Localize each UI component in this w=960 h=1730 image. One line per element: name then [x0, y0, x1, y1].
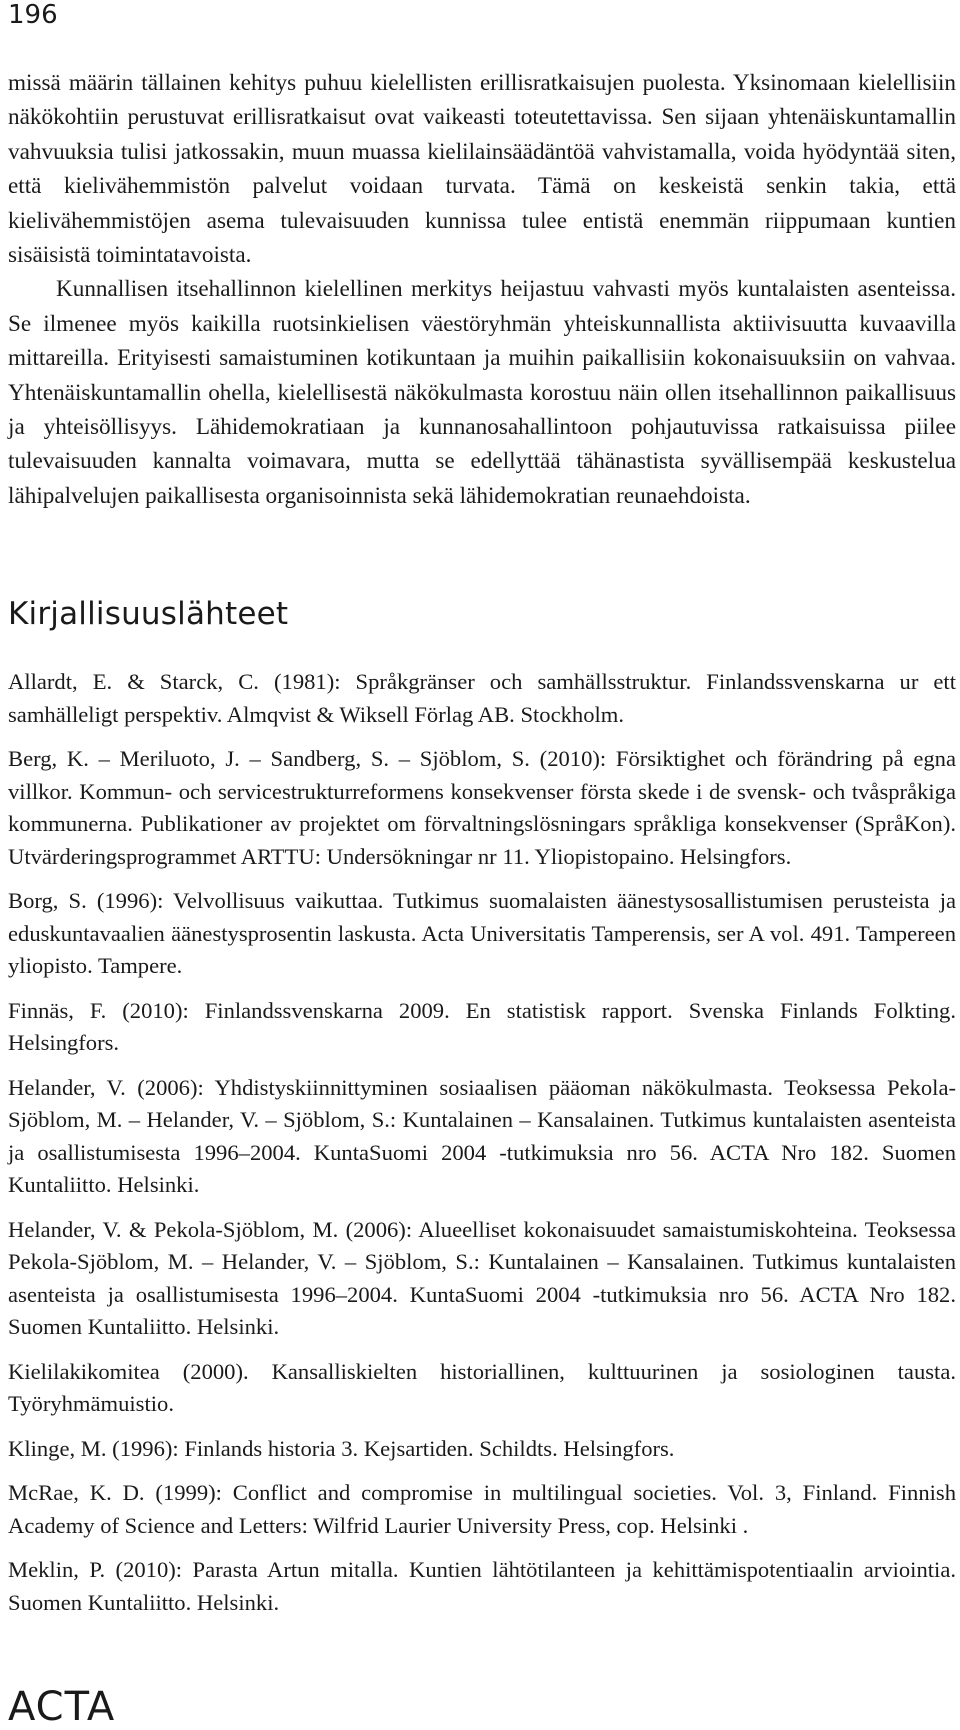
reference-list	[8, 666, 956, 1631]
page-number: 196	[8, 0, 58, 30]
reference-item: Klinge, M. (1996): Finlands historia 3. Kejsartiden. Schildts. Helsingfors.	[8, 1435, 675, 1461]
reference-item: Meklin, P. (2010): Parasta Artun mitalla. Kuntien lähtötilanteen ja kehittämispotentiaalin arviointia. Suomen Kuntaliitto. Helsinki.	[8, 1557, 956, 1615]
body-paragraph: missä määrin tällainen kehitys puhuu kielellisten erillisratkaisujen puolesta. Yksinomaan kielellisiin näkökohtiin perustuvat erillisratkaisut ovat vaikeasti toteutettavissa. Sen sijaan yhtenäiskuntamallin vahvuuksia tulisi jatkossakin, muun muassa kielilainsäädäntöä vahvistamalla, voida hyödyntää siten, että kielivähemmistön palvelut voidaan turvata. Tämä on keskeistä senkin takia, että kielivähemmistöjen asema tulevaisuuden kunnissa tulee entistä enemmän riippumaan kuntien sisäisistä toimintatavoista.	[8, 70, 956, 269]
footer-series-label: ACTA	[8, 1684, 116, 1730]
section-heading: Kirjallisuuslähteet	[8, 596, 289, 632]
reference-item: Borg, S. (1996): Velvollisuus vaikuttaa. Tutkimus suomalaisten äänestysosallistumisen perusteista ja eduskuntavaalien äänestysprosentin laskusta. Acta Universitatis Tamperensis, ser A vol. 491. Tampereen yliopisto. Tampere.	[8, 888, 956, 978]
reference-item: Berg, K. – Meriluoto, J. – Sandberg, S. – Sjöblom, S. (2010): Försiktighet och förändring på egna villkor. Kommun- och servicestrukturreformens konsekvenser första skede i de svensk- och tvåspråkiga kommunerna. Publikationer av projektet om förvaltningslösningars språkliga konsekvenser (SpråKon). Utvärderingsprogrammet ARTTU: Undersökningar nr 11. Yliopistopaino. Helsingfors.	[8, 746, 956, 869]
body-paragraph: Kunnallisen itsehallinnon kielellinen merkitys heijastuu vahvasti myös kuntalaisten asenteissa. Se ilmenee myös kaikilla ruotsinkielisen väestöryhmän yhteiskunnallista aktiivisuutta kuvaavilla mittareilla. Erityisesti samaistuminen kotikuntaan ja muihin paikallisiin kokonaisuuksiin on vahvaa. Yhtenäiskuntamallin ohella, kielellisestä näkökulmasta korostuu näin ollen itsehallinnon paikallisuus ja yhteisöllisyys. Lähidemokratiaan ja kunnanosahallintoon pohjautuvissa ratkaisuissa piilee tulevaisuuden kannalta voimavara, mutta se edellyttää tähänastista syvällisempää keskustelua lähipalvelujen paikallisesta organisoinnista sekä lähidemokratian reunaehdoista.	[8, 276, 956, 509]
body-text	[8, 66, 956, 513]
reference-item: Helander, V. & Pekola-Sjöblom, M. (2006): Alueelliset kokonaisuudet samaistumiskohteina. Teoksessa Pekola-Sjöblom, M. – Helander, V. – Sjöblom, S.: Kuntalainen – Kansalainen. Tutkimus kuntalaisten asenteista ja osallistumisesta 1996–2004. KuntaSuomi 2004 -tutkimuksia nro 56. ACTA Nro 182. Suomen Kuntaliitto. Helsinki.	[8, 1216, 956, 1339]
reference-item: Helander, V. (2006): Yhdistyskiinnittyminen sosiaalisen pääoman näkökulmasta. Teoksessa Pekola-Sjöblom, M. – Helander, V. – Sjöblom, S.: Kuntalainen – Kansalainen. Tutkimus kuntalaisten asenteista ja osallistumisesta 1996–2004. KuntaSuomi 2004 -tutkimuksia nro 56. ACTA Nro 182. Suomen Kuntaliitto. Helsinki.	[8, 1074, 956, 1197]
reference-item: Kielilakikomitea (2000). Kansalliskielten historiallinen, kulttuurinen ja sosiologinen tausta. Työryhmämuistio.	[8, 1358, 956, 1416]
reference-item: Finnäs, F. (2010): Finlandssvenskarna 2009. En statistisk rapport. Svenska Finlands Folkting. Helsingfors.	[8, 997, 956, 1055]
reference-item: McRae, K. D. (1999): Conflict and compromise in multilingual societies. Vol. 3, Finland. Finnish Academy of Science and Letters: Wilfrid Laurier University Press, cop. Helsinki .	[8, 1480, 956, 1538]
reference-item: Allardt, E. & Starck, C. (1981): Språkgränser och samhällsstruktur. Finlandssvenskarna ur ett samhälleligt perspektiv. Almqvist & Wiksell Förlag AB. Stockholm.	[8, 669, 956, 727]
